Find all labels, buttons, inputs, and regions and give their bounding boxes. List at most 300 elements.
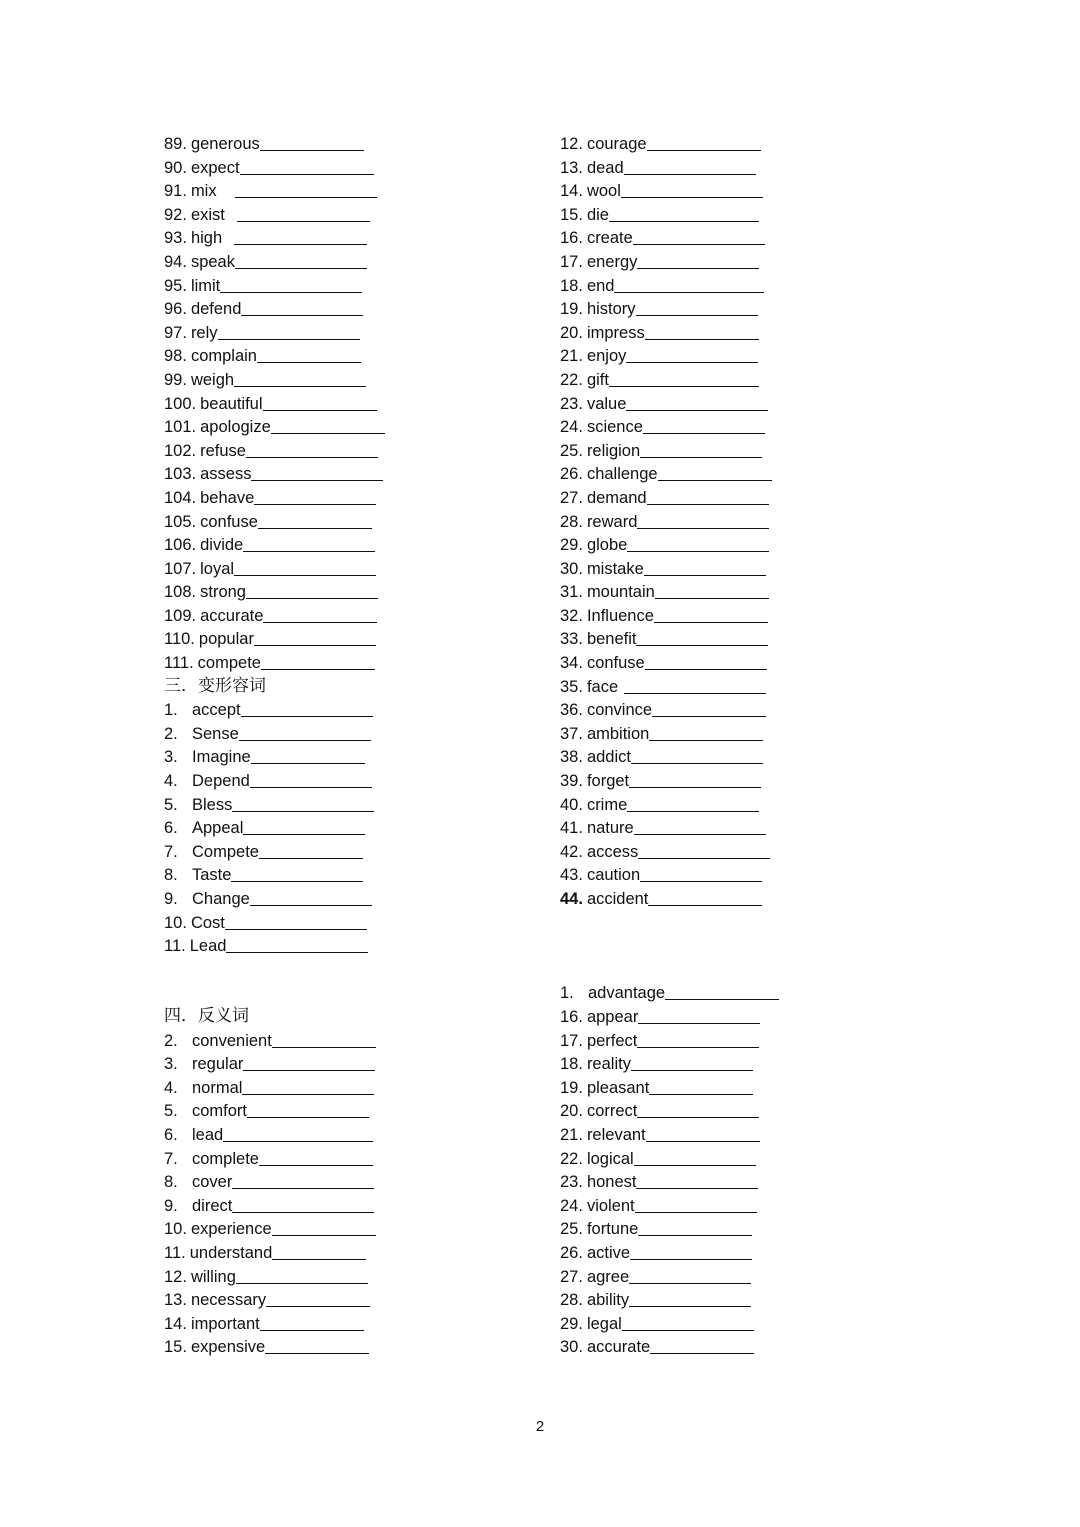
item-number: 9. (164, 1196, 178, 1215)
exercise-item (560, 392, 930, 416)
answer-blank[interactable] (649, 1078, 753, 1095)
item-word: caution (586, 866, 641, 885)
item-number: 35. (560, 677, 583, 696)
exercise-item (560, 840, 930, 864)
answer-blank[interactable] (232, 1196, 374, 1213)
answer-blank[interactable] (624, 158, 756, 175)
answer-blank[interactable] (250, 889, 372, 906)
exercise-item (164, 533, 534, 557)
answer-blank[interactable] (636, 299, 758, 316)
answer-blank[interactable] (647, 134, 761, 151)
item-number: 28. (560, 1291, 583, 1310)
answer-blank[interactable] (652, 700, 766, 717)
item-word: benefit (586, 630, 637, 649)
answer-blank[interactable] (650, 1337, 754, 1354)
item-number: 29. (560, 1314, 583, 1333)
item-word: refuse (200, 441, 246, 460)
item-number: 3. (164, 1055, 178, 1074)
item-word: ability (586, 1291, 630, 1310)
answer-blank[interactable] (622, 1314, 754, 1331)
item-number: 96. (164, 300, 187, 319)
answer-blank[interactable] (272, 1243, 366, 1260)
exercise-item (164, 840, 534, 864)
item-word: Compete (192, 842, 259, 861)
answer-blank[interactable] (636, 629, 768, 646)
answer-blank[interactable] (654, 606, 768, 623)
answer-blank[interactable] (637, 1031, 759, 1048)
item-number: 108. (164, 583, 197, 602)
item-number: 15. (164, 1338, 187, 1357)
answer-blank[interactable] (609, 205, 759, 222)
answer-blank[interactable] (640, 865, 762, 882)
answer-blank[interactable] (251, 464, 383, 481)
answer-blank[interactable] (658, 464, 772, 481)
exercise-item (560, 675, 930, 699)
item-number: 4. (164, 1078, 178, 1097)
item-number: 16. (560, 229, 583, 248)
item-number: 19. (560, 1078, 583, 1097)
item-word: Cost (190, 913, 225, 932)
item-word: challenge (586, 465, 658, 484)
item-number: 23. (560, 1173, 583, 1192)
answer-blank[interactable] (242, 1078, 374, 1095)
exercise-item (164, 250, 534, 274)
exercise-item (164, 1194, 534, 1218)
answer-blank[interactable] (627, 535, 769, 552)
item-word: relevant (586, 1125, 646, 1144)
item-word: convenient (192, 1031, 272, 1050)
answer-blank[interactable] (648, 889, 762, 906)
exercise-item (560, 274, 930, 298)
answer-blank[interactable] (647, 488, 769, 505)
exercise-item (164, 604, 534, 628)
item-number: 30. (560, 1338, 583, 1357)
spacer (560, 958, 930, 982)
exercise-item (164, 297, 534, 321)
item-word: Appeal (192, 819, 244, 838)
answer-blank[interactable] (665, 983, 779, 1000)
page-number: 2 (535, 1418, 545, 1435)
exercise-item (560, 627, 930, 651)
exercise-item (560, 1029, 930, 1053)
item-word: speak (190, 252, 235, 271)
answer-blank[interactable] (246, 441, 378, 458)
item-word: confuse (586, 654, 645, 673)
item-number: 11. (164, 1243, 186, 1262)
item-word: wool (586, 182, 621, 201)
answer-blank[interactable] (263, 606, 377, 623)
item-number: 22. (560, 1149, 583, 1168)
item-word: expect (190, 158, 240, 177)
item-number: 15. (560, 205, 583, 224)
answer-blank[interactable] (247, 1101, 369, 1118)
item-number: 2. (164, 724, 178, 743)
item-number: 27. (560, 1267, 583, 1286)
exercise-item (164, 816, 534, 840)
answer-blank[interactable] (637, 512, 769, 529)
item-word: demand (586, 488, 647, 507)
answer-blank[interactable] (637, 252, 759, 269)
item-word: energy (586, 252, 638, 271)
item-number: 9. (164, 890, 178, 908)
answer-blank[interactable] (266, 1290, 370, 1307)
spacer (164, 958, 534, 982)
exercise-item (164, 156, 534, 180)
item-number: 39. (560, 772, 583, 791)
item-number: 25. (560, 441, 583, 460)
answer-blank[interactable] (257, 346, 361, 363)
item-word: high (190, 229, 223, 248)
answer-blank[interactable] (631, 747, 763, 764)
item-number: 22. (560, 370, 583, 389)
answer-blank[interactable] (234, 228, 367, 245)
answer-blank[interactable] (614, 276, 764, 293)
answer-blank[interactable] (235, 252, 367, 269)
answer-blank[interactable] (239, 724, 371, 741)
answer-blank[interactable] (630, 1243, 752, 1260)
answer-blank[interactable] (646, 1125, 760, 1142)
item-number: 38. (560, 748, 583, 767)
exercise-item (560, 1170, 930, 1194)
exercise-item (164, 1265, 534, 1289)
item-number: 11. (164, 937, 186, 956)
item-word: popular (198, 630, 254, 649)
item-word: reality (586, 1055, 631, 1074)
item-word: Lead (189, 937, 227, 956)
item-word: enjoy (586, 347, 627, 366)
answer-blank[interactable] (624, 677, 766, 694)
item-number: 8. (164, 866, 178, 885)
exercise-item (164, 179, 534, 203)
item-number: 99. (164, 370, 187, 389)
item-number: 102. (164, 441, 197, 460)
answer-blank[interactable] (636, 1172, 758, 1189)
answer-blank[interactable] (225, 913, 367, 930)
item-word: perfect (586, 1031, 638, 1050)
item-word: strong (200, 583, 246, 602)
exercise-item (164, 1241, 534, 1265)
item-number: 20. (560, 1102, 583, 1121)
item-word: Change (192, 890, 250, 908)
answer-blank[interactable] (637, 1101, 759, 1118)
item-number: 5. (164, 795, 178, 814)
exercise-item (560, 1052, 930, 1076)
spacer (560, 934, 930, 958)
answer-blank[interactable] (621, 181, 763, 198)
exercise-item (560, 250, 930, 274)
item-word: mistake (586, 559, 644, 578)
exercise-item (560, 1147, 930, 1171)
answer-blank[interactable] (645, 653, 767, 670)
exercise-item (560, 179, 930, 203)
answer-blank[interactable] (634, 1149, 756, 1166)
answer-blank[interactable] (655, 582, 769, 599)
answer-blank[interactable] (231, 865, 363, 882)
spacer (164, 981, 534, 1005)
answer-blank[interactable] (263, 394, 377, 411)
item-number: 44. (560, 890, 583, 908)
exercise-item (560, 1241, 930, 1265)
answer-blank[interactable] (218, 323, 360, 340)
exercise-item (164, 274, 534, 298)
answer-blank[interactable] (246, 582, 378, 599)
item-word: addict (586, 748, 631, 767)
answer-blank[interactable] (232, 1172, 374, 1189)
item-number: 97. (164, 323, 187, 342)
answer-blank[interactable] (629, 1290, 751, 1307)
answer-blank[interactable] (271, 417, 385, 434)
answer-blank[interactable] (234, 559, 376, 576)
item-number: 89. (164, 135, 187, 153)
item-word: legal (586, 1314, 622, 1333)
item-word: expensive (190, 1338, 266, 1357)
item-number: 92. (164, 205, 187, 224)
item-word: access (586, 842, 639, 861)
item-word: rely (190, 323, 218, 342)
answer-blank[interactable] (234, 370, 366, 387)
item-number: 12. (560, 135, 583, 153)
item-number: 7. (164, 842, 178, 861)
answer-blank[interactable] (609, 370, 759, 387)
answer-blank[interactable] (260, 134, 364, 151)
answer-blank[interactable] (223, 1125, 373, 1142)
exercise-item (164, 627, 534, 651)
exercise-item (560, 486, 930, 510)
answer-blank[interactable] (243, 535, 375, 552)
exercise-item (560, 297, 930, 321)
item-number: 90. (164, 158, 187, 177)
exercise-item (560, 698, 930, 722)
right-column (560, 132, 930, 1359)
item-word: science (586, 418, 643, 437)
item-word: limit (190, 276, 221, 295)
exercise-item (560, 793, 930, 817)
answer-blank[interactable] (272, 1219, 376, 1236)
item-number: 43. (560, 866, 583, 885)
answer-blank[interactable] (626, 346, 758, 363)
exercise-item (164, 1147, 534, 1171)
item-word: necessary (190, 1291, 267, 1310)
item-number: 24. (560, 418, 583, 437)
item-word: active (586, 1243, 631, 1262)
exercise-item (560, 203, 930, 227)
item-word: pleasant (586, 1078, 650, 1097)
answer-blank[interactable] (644, 559, 766, 576)
item-number: 33. (560, 630, 583, 649)
item-word: experience (190, 1220, 272, 1239)
answer-blank[interactable] (643, 417, 765, 434)
item-number: 29. (560, 536, 583, 555)
item-word: assess (200, 465, 252, 484)
answer-blank[interactable] (236, 1267, 368, 1284)
answer-blank[interactable] (635, 1196, 757, 1213)
item-word: understand (189, 1243, 273, 1262)
item-number: 1. (560, 984, 574, 1003)
answer-blank[interactable] (638, 842, 770, 859)
answer-blank[interactable] (638, 1219, 752, 1236)
item-word: important (190, 1314, 260, 1333)
answer-blank[interactable] (629, 1267, 751, 1284)
exercise-item (560, 1335, 930, 1359)
item-number: 2. (164, 1031, 178, 1050)
item-number: 42. (560, 842, 583, 861)
exercise-item (164, 1123, 534, 1147)
item-number: 10. (164, 913, 187, 932)
answer-blank[interactable] (220, 276, 362, 293)
item-word: agree (586, 1267, 630, 1286)
answer-blank[interactable] (645, 323, 759, 340)
answer-blank[interactable] (243, 818, 365, 835)
item-number: 110. (164, 630, 195, 649)
answer-blank[interactable] (272, 1031, 376, 1048)
answer-blank[interactable] (226, 936, 368, 953)
item-number: 19. (560, 300, 583, 319)
answer-blank[interactable] (241, 700, 373, 717)
item-word: Influence (586, 606, 654, 625)
item-word: Bless (192, 795, 233, 814)
item-word: courage (586, 135, 647, 153)
exercise-item (164, 1029, 534, 1053)
item-number: 109. (164, 606, 197, 625)
exercise-item (560, 1217, 930, 1241)
item-number: 91. (164, 182, 187, 201)
left-column (164, 132, 534, 1359)
exercise-item (560, 510, 930, 534)
item-word: dead (586, 158, 624, 177)
answer-blank[interactable] (631, 1054, 753, 1071)
answer-blank[interactable] (258, 512, 372, 529)
exercise-item (164, 462, 534, 486)
item-word: complain (190, 347, 257, 366)
answer-blank[interactable] (237, 205, 370, 222)
exercise-item (560, 533, 930, 557)
exercise-item (164, 344, 534, 368)
answer-blank[interactable] (260, 1314, 364, 1331)
item-word: Sense (192, 724, 239, 743)
item-number: 24. (560, 1196, 583, 1215)
exercise-item (164, 557, 534, 581)
exercise-item (560, 887, 930, 911)
item-number: 27. (560, 488, 583, 507)
item-word: forget (586, 772, 630, 791)
item-word: impress (586, 323, 645, 342)
item-number: 21. (560, 347, 583, 366)
item-word: behave (200, 488, 255, 507)
answer-blank[interactable] (638, 1007, 760, 1024)
exercise-item (560, 1005, 930, 1029)
exercise-item (560, 1099, 930, 1123)
item-word: value (586, 394, 627, 413)
exercise-item (560, 156, 930, 180)
item-number: 94. (164, 252, 187, 271)
answer-blank[interactable] (259, 1149, 373, 1166)
item-number: 21. (560, 1125, 583, 1144)
item-word: defend (190, 300, 242, 319)
exercise-item (560, 722, 930, 746)
item-word: gift (586, 370, 609, 389)
answer-blank[interactable] (232, 795, 374, 812)
answer-blank[interactable] (254, 488, 376, 505)
exercise-item (560, 651, 930, 675)
item-number: 13. (164, 1291, 187, 1310)
answer-blank[interactable] (640, 441, 762, 458)
item-word: beautiful (200, 394, 263, 413)
answer-blank[interactable] (634, 818, 766, 835)
answer-blank[interactable] (251, 747, 365, 764)
item-number: 12. (164, 1267, 187, 1286)
exercise-item (560, 344, 930, 368)
exercise-item (560, 863, 930, 887)
item-word: comfort (192, 1102, 248, 1121)
item-number: 8. (164, 1173, 178, 1192)
exercise-item (164, 722, 534, 746)
exercise-item (164, 1170, 534, 1194)
item-number: 10. (164, 1220, 187, 1239)
answer-blank[interactable] (627, 795, 759, 812)
exercise-item (164, 439, 534, 463)
item-number: 13. (560, 158, 583, 177)
item-word: Taste (192, 866, 232, 885)
answer-blank[interactable] (629, 771, 761, 788)
answer-blank[interactable] (626, 394, 768, 411)
item-word: direct (192, 1196, 233, 1215)
exercise-item (560, 604, 930, 628)
item-number: 41. (560, 819, 583, 838)
item-number: 6. (164, 1125, 178, 1144)
item-number: 105. (164, 512, 197, 531)
item-word: logical (586, 1149, 634, 1168)
item-number: 98. (164, 347, 187, 366)
item-number: 7. (164, 1149, 178, 1168)
item-number: 3. (164, 748, 178, 767)
item-word: compete (197, 654, 261, 673)
answer-blank[interactable] (259, 842, 363, 859)
item-word: advantage (588, 984, 666, 1003)
exercise-item (164, 745, 534, 769)
exercise-item (560, 1288, 930, 1312)
exercise-item (560, 1123, 930, 1147)
answer-blank[interactable] (240, 158, 374, 175)
exercise-item (164, 793, 534, 817)
item-word: religion (586, 441, 641, 460)
exercise-item (164, 1076, 534, 1100)
item-word: ambition (586, 724, 650, 743)
item-number: 16. (560, 1007, 583, 1026)
answer-blank[interactable] (265, 1337, 369, 1354)
exercise-item (560, 745, 930, 769)
answer-blank[interactable] (250, 771, 372, 788)
answer-blank[interactable] (633, 228, 765, 245)
item-word: crime (586, 795, 628, 814)
exercise-item (560, 769, 930, 793)
item-word: confuse (200, 512, 258, 531)
item-word: violent (586, 1196, 635, 1215)
item-word: accurate (586, 1338, 651, 1357)
answer-blank[interactable] (261, 653, 375, 670)
item-number: 37. (560, 724, 583, 743)
item-number: 34. (560, 654, 583, 673)
answer-blank[interactable] (243, 1054, 375, 1071)
answer-blank[interactable] (241, 299, 363, 316)
exercise-item (164, 1335, 534, 1359)
answer-blank[interactable] (649, 724, 763, 741)
item-number: 17. (560, 1031, 583, 1050)
item-word: globe (586, 536, 628, 555)
answer-blank[interactable] (254, 629, 376, 646)
exercise-item (560, 557, 930, 581)
answer-blank[interactable] (235, 181, 377, 198)
item-word: die (586, 205, 609, 224)
